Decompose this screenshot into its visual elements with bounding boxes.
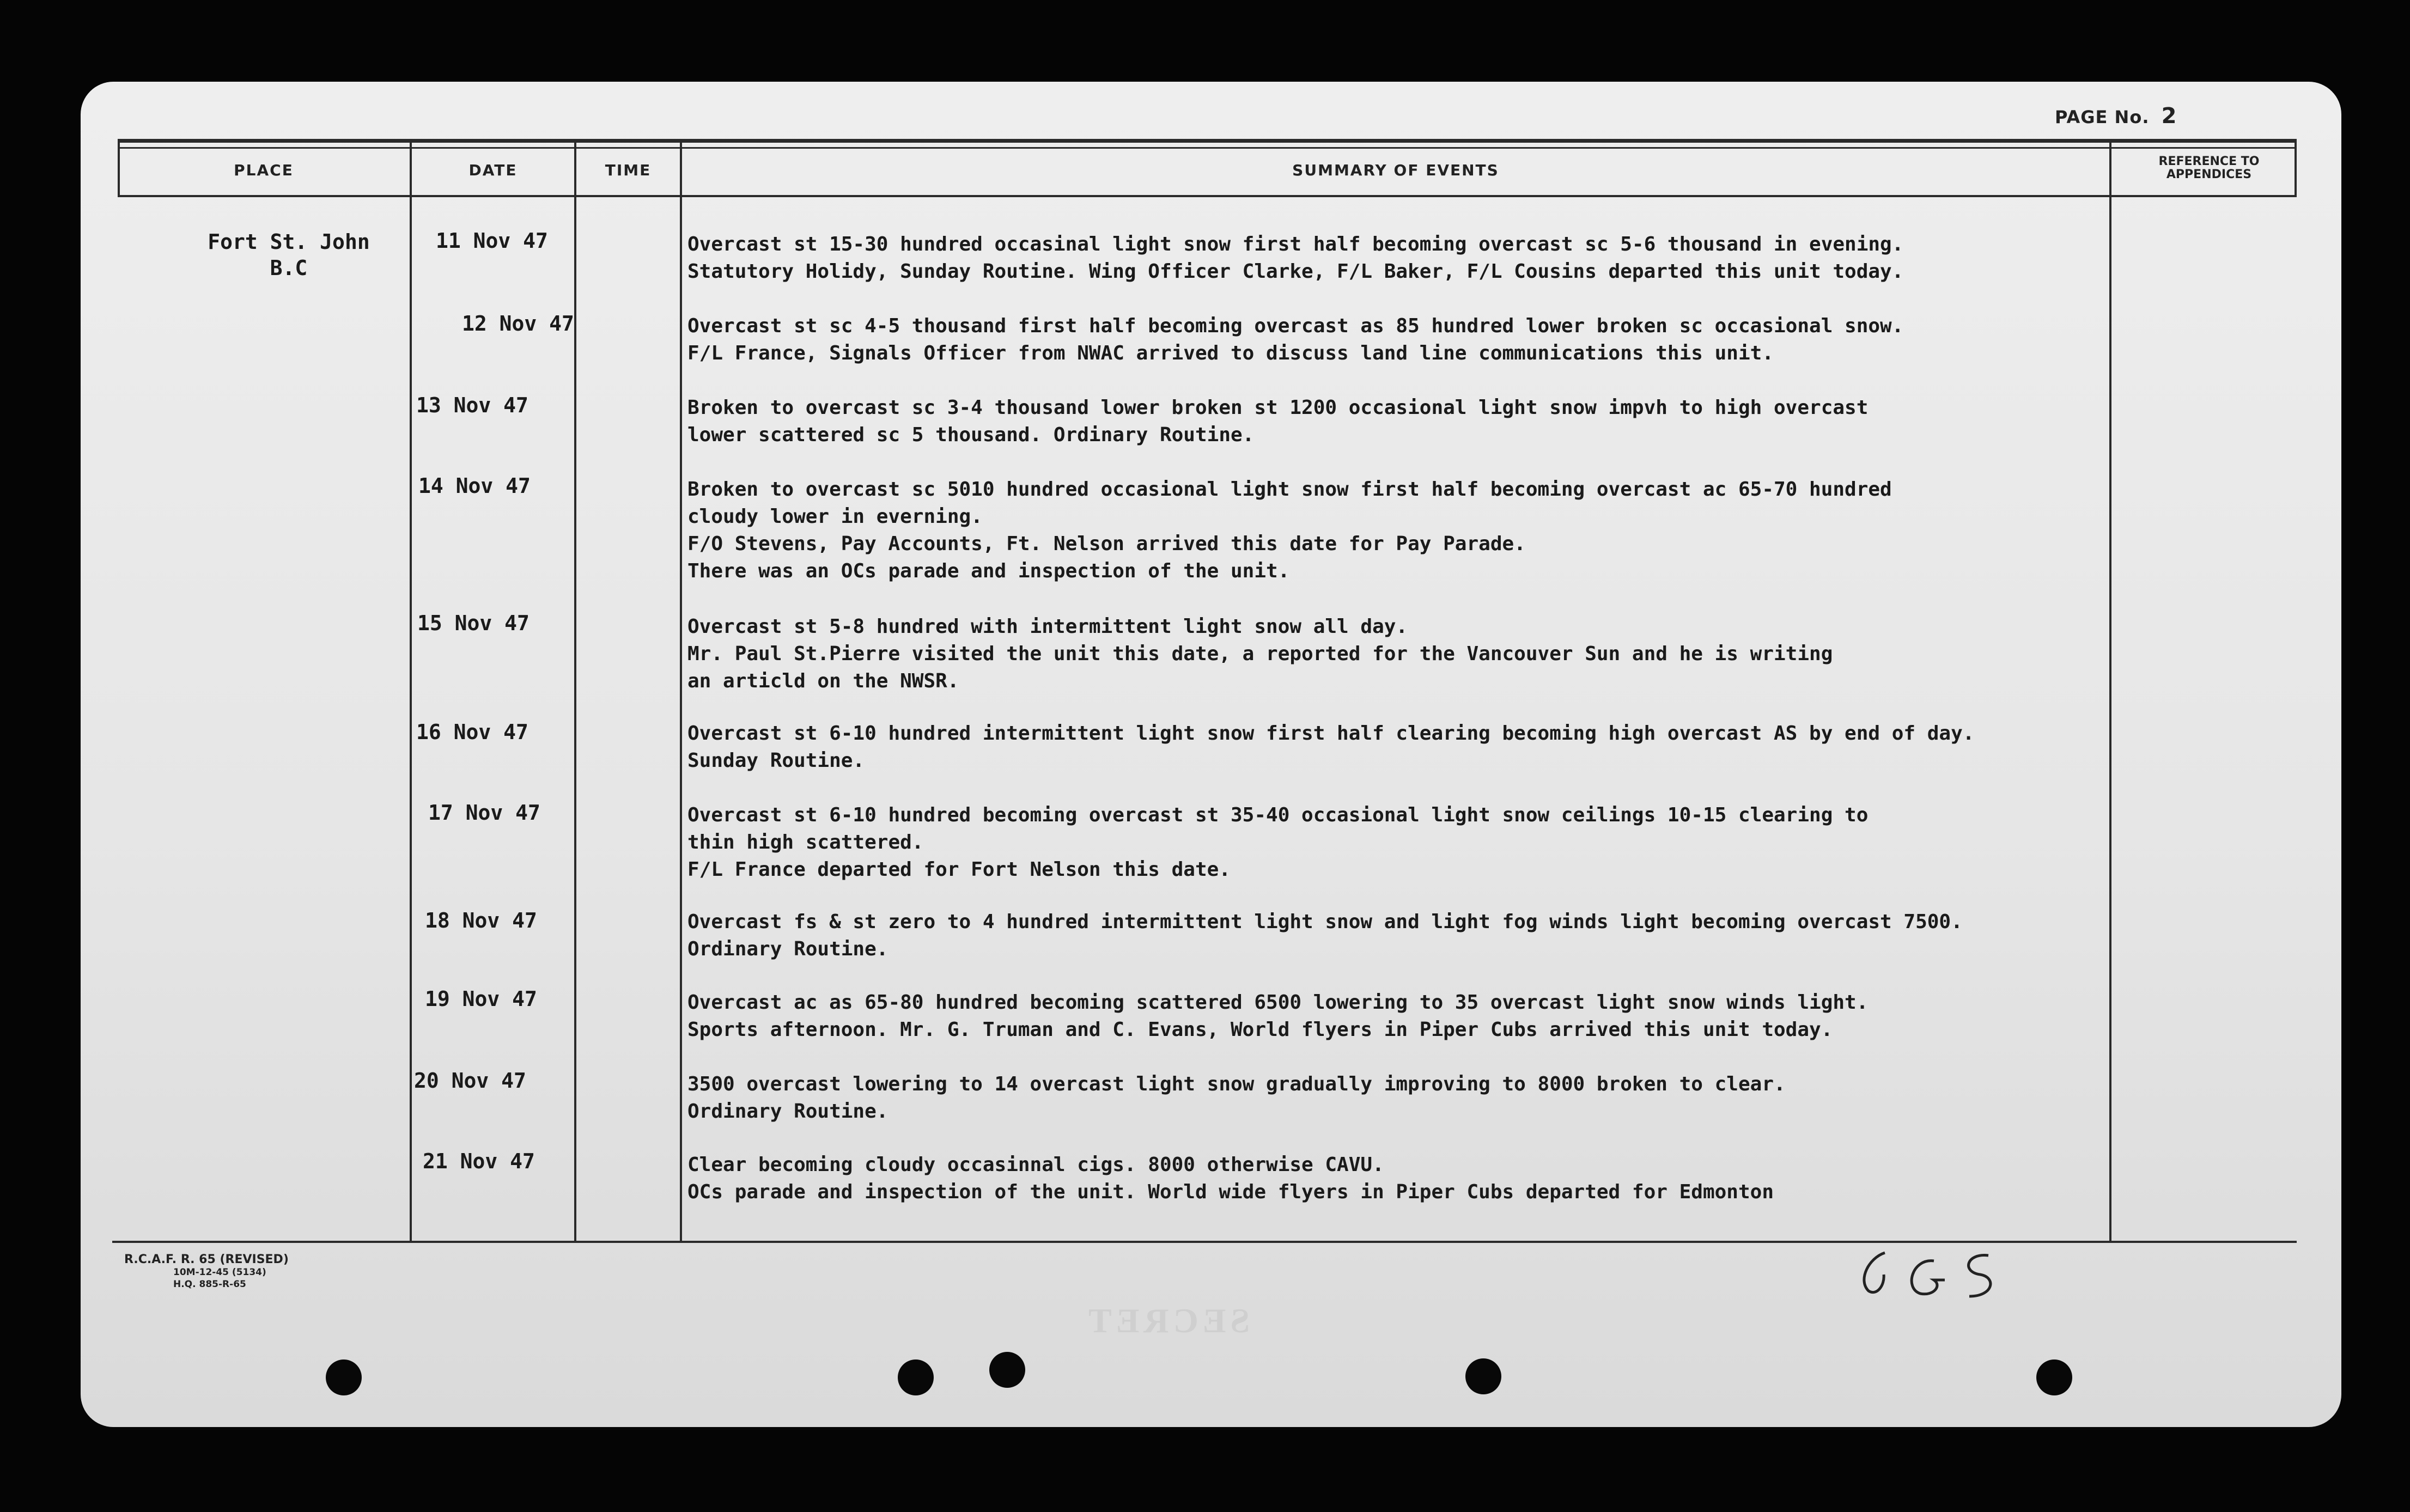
entry-summary: [687, 394, 1868, 449]
summary-line: Ordinary Routine.: [687, 938, 888, 960]
form-identifier: [124, 1253, 289, 1290]
summary-line: Overcast st sc 4-5 thousand first half becoming overcast as 85 hundred lower broken sc occasional snow.: [687, 315, 1904, 337]
entry-summary: [687, 313, 1903, 367]
summary-line: Overcast st 6-10 hundred becoming overcast st 35-40 occasional light snow ceilings 10-15 clearing to: [687, 804, 1869, 826]
summary-line: There was an OCs parade and inspection of the unit.: [687, 560, 1290, 582]
summary-line: thin high scattered.: [687, 831, 924, 853]
column-divider-summary-reference: [2109, 143, 2111, 1241]
punch-hole: [326, 1359, 362, 1395]
summary-line: F/O Stevens, Pay Accounts, Ft. Nelson arrived this date for Pay Parade.: [687, 533, 1526, 555]
summary-line: cloudy lower in everning.: [687, 505, 983, 528]
summary-line: Sunday Routine.: [687, 749, 865, 772]
entry-summary: [687, 989, 1868, 1044]
form-hq-line: H.Q. 885-R-65: [173, 1279, 246, 1290]
entry-summary: [687, 231, 1903, 285]
summary-line: Sports afternoon. Mr. G. Truman and C. Evans, World flyers in Piper Cubs arrived this unit today.: [687, 1019, 1833, 1041]
page-number-value: 2: [2161, 103, 2177, 129]
entry-date: 20 Nov 47: [414, 1069, 526, 1093]
summary-line: Ordinary Routine.: [687, 1100, 888, 1123]
summary-line: Clear becoming cloudy occasinnal cigs. 8000 otherwise CAVU.: [687, 1154, 1384, 1176]
place-cell: [202, 229, 376, 281]
handwritten-initials: [1852, 1242, 2026, 1304]
summary-line: F/L France, Signals Officer from NWAC arrived to discuss land line communications this unit.: [687, 342, 1774, 364]
summary-line: OCs parade and inspection of the unit. World wide flyers in Piper Cubs departed for Edmonton: [687, 1181, 1774, 1203]
entry-summary: [687, 476, 1892, 585]
summary-line: Overcast st 15-30 hundred occasinal light snow first half becoming overcast sc 5-6 thousand in evening.: [687, 233, 1904, 255]
column-divider-date-time: [574, 143, 576, 1241]
entry-date: 17 Nov 47: [428, 801, 540, 825]
punch-hole: [989, 1352, 1025, 1388]
header-reference: [2125, 155, 2293, 181]
summary-line: Broken to overcast sc 5010 hundred occasional light snow first half becoming overcast ac 65-70 hundred: [687, 478, 1892, 501]
summary-line: Statutory Holidy, Sunday Routine. Wing Officer Clarke, F/L Baker, F/L Cousins departed this unit today.: [687, 260, 1904, 283]
form-print-line: 10M-12-45 (5134): [173, 1267, 266, 1278]
place-line2: B.C: [270, 256, 308, 280]
punch-hole: [1465, 1358, 1501, 1394]
entry-summary: [687, 802, 1868, 883]
entry-date: 15 Nov 47: [417, 611, 530, 635]
header-reference-line1: REFERENCE TO: [2158, 155, 2260, 168]
entry-date: 14 Nov 47: [418, 474, 531, 498]
header-reference-line2: APPENDICES: [2166, 168, 2252, 181]
summary-line: lower scattered sc 5 thousand. Ordinary Routine.: [687, 424, 1255, 446]
table-top-rule-thin: [118, 147, 2297, 149]
entry-date: 13 Nov 47: [416, 393, 528, 417]
column-divider-right-edge: [2295, 143, 2297, 197]
form-id-line: R.C.A.F. R. 65 (REVISED): [124, 1253, 289, 1266]
header-rule: [118, 195, 2297, 197]
summary-line: Broken to overcast sc 3-4 thousand lower broken st 1200 occasional light snow impvh to high overcast: [687, 397, 1869, 419]
table-top-rule: [118, 139, 2297, 143]
entry-date: 12 Nov 47: [462, 312, 574, 336]
entry-date: 19 Nov 47: [425, 987, 537, 1011]
column-divider-time-summary: [680, 143, 682, 1241]
entry-summary: [687, 1071, 1786, 1125]
header-date: DATE: [468, 161, 518, 179]
entry-date: 16 Nov 47: [416, 720, 528, 744]
summary-line: Overcast st 6-10 hundred intermittent light snow first half clearing becoming high overcast AS by end of day.: [687, 722, 1975, 745]
summary-line: F/L France departed for Fort Nelson this date.: [687, 858, 1231, 881]
entry-date: 18 Nov 47: [425, 909, 537, 932]
summary-line: an articld on the NWSR.: [687, 670, 959, 692]
summary-line: Mr. Paul St.Pierre visited the unit this date, a reported for the Vancouver Sun and he is writing: [687, 643, 1833, 665]
summary-line: Overcast fs & st zero to 4 hundred intermittent light snow and light fog winds light becoming overcast 7500.: [687, 911, 1963, 933]
entry-summary: [687, 1151, 1774, 1206]
entry-date: 21 Nov 47: [423, 1149, 535, 1173]
entry-date: 11 Nov 47: [436, 229, 548, 253]
page-number: [2055, 103, 2177, 129]
entry-summary: [687, 720, 1974, 775]
header-summary: SUMMARY OF EVENTS: [1292, 161, 1499, 179]
entry-summary: [687, 613, 1833, 695]
punch-hole: [2036, 1359, 2072, 1395]
place-line1: Fort St. John: [208, 230, 370, 254]
page-number-label: PAGE No.: [2055, 107, 2150, 127]
header-place: PLACE: [234, 161, 294, 179]
header-time: TIME: [605, 161, 652, 179]
summary-line: 3500 overcast lowering to 14 overcast light snow gradually improving to 8000 broken to clear.: [687, 1073, 1786, 1095]
punch-hole: [898, 1359, 934, 1395]
entry-summary: [687, 909, 1963, 963]
summary-line: Overcast st 5-8 hundred with intermittent light snow all day.: [687, 615, 1408, 638]
column-divider-place-date: [410, 143, 412, 1241]
summary-line: Overcast ac as 65-80 hundred becoming scattered 6500 lowering to 35 overcast light snow winds light.: [687, 991, 1869, 1014]
mirrored-stamp: SECRET: [1084, 1301, 1250, 1340]
